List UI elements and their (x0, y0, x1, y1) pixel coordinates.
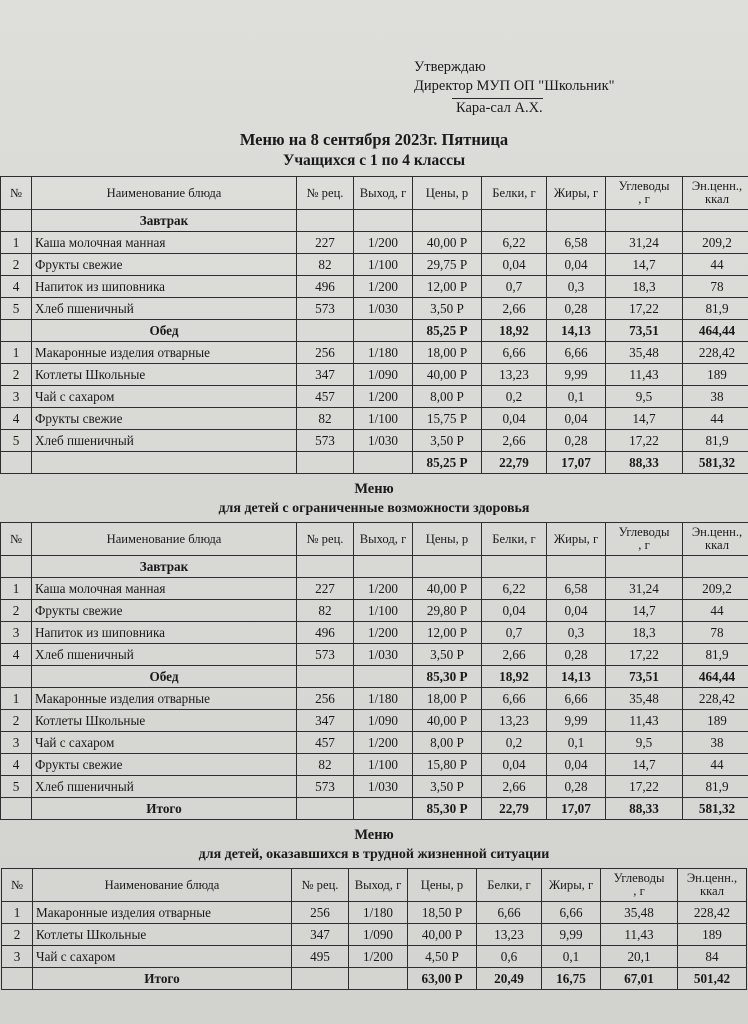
table-row: 3 Чай с сахаром 457 1/200 8,00 Р 0,2 0,1 9,5 38 (1, 386, 748, 408)
table-row: 3 Чай с сахаром 495 1/200 4,50 Р 0,6 0,1 20,1 84 (2, 946, 747, 968)
col-kcal: Эн.ценн., ккал (683, 177, 748, 210)
table-row: 2 Котлеты Школьные 347 1/090 40,00 Р 13,23 9,99 11,43 189 (2, 924, 747, 946)
col-price: Цены, р (413, 177, 482, 210)
col-output: Выход, г (354, 523, 413, 556)
col-recipe: № рец. (292, 869, 349, 902)
col-fat: Жиры, г (542, 869, 601, 902)
col-price: Цены, р (413, 523, 482, 556)
table-row: 2 Фрукты свежие 82 1/100 29,80 Р 0,04 0,04 14,7 44 (1, 600, 748, 622)
table-row: 4 Фрукты свежие 82 1/100 15,75 Р 0,04 0,04 14,7 44 (1, 408, 748, 430)
section-label: Обед (32, 320, 297, 342)
approval-block (0, 0, 748, 118)
section-title-ovz: Меню (354, 481, 394, 497)
section-subtitle-ovz: для детей с ограниченные возможности здоровья (218, 501, 530, 516)
col-carb: Углеводы , г (601, 869, 678, 902)
col-protein: Белки, г (482, 177, 547, 210)
section-row-lunch: Обед 85,25 Р 18,92 14,13 73,51 464,44 (1, 320, 748, 342)
table-row: 3 Напиток из шиповника 496 1/200 12,00 Р 0,7 0,3 18,3 78 (1, 622, 748, 644)
section-row-lunch: Обед 85,30 Р 18,92 14,13 73,51 464,44 (1, 666, 748, 688)
col-name: Наименование блюда (32, 177, 297, 210)
col-num: № (1, 177, 32, 210)
col-kcal: Эн.ценн., ккал (678, 869, 747, 902)
table-header-row (1, 177, 748, 210)
approval-word: Утверждаю (414, 59, 486, 75)
section-subtitle-tzhs: для детей, оказавшихся в трудной жизненной ситуации (198, 847, 550, 862)
section-label: Завтрак (32, 210, 297, 232)
menu-table-tzhs (1, 868, 747, 990)
col-price: Цены, р (408, 869, 477, 902)
col-name: Наименование блюда (32, 523, 297, 556)
table-row: 2 Котлеты Школьные 347 1/090 40,00 Р 13,23 9,99 11,43 189 (1, 364, 748, 386)
signature-line: Кара-сал А.Х. (452, 98, 543, 118)
col-carb: Углеводы , г (606, 523, 683, 556)
page-title: Меню на 8 сентября 2023г. Пятница (239, 130, 509, 149)
table-row: 4 Хлеб пшеничный 573 1/030 3,50 Р 2,66 0,28 17,22 81,9 (1, 644, 748, 666)
section-row-breakfast (1, 556, 748, 578)
table-row: 5 Хлеб пшеничный 573 1/030 3,50 Р 2,66 0,28 17,22 81,9 (1, 298, 748, 320)
table-row: 1 Макаронные изделия отварные 256 1/180 18,00 Р 6,66 6,66 35,48 228,42 (1, 342, 748, 364)
col-num: № (2, 869, 33, 902)
table-row: 5 Хлеб пшеничный 573 1/030 3,50 Р 2,66 0,28 17,22 81,9 (1, 776, 748, 798)
table-row: 4 Напиток из шиповника 496 1/200 12,00 Р 0,7 0,3 18,3 78 (1, 276, 748, 298)
col-protein: Белки, г (477, 869, 542, 902)
col-fat: Жиры, г (547, 177, 606, 210)
section-title-tzhs: Меню (354, 827, 394, 843)
total-row: Итого 85,30 Р 22,79 17,07 88,33 581,32 (1, 798, 748, 820)
table-header-row (1, 523, 748, 556)
table-header-row (2, 869, 747, 902)
section-label: Завтрак (32, 556, 297, 578)
col-recipe: № рец. (297, 523, 354, 556)
page-subtitle: Учащихся с 1 по 4 классы (282, 152, 466, 169)
table-row: 1 Каша молочная манная 227 1/200 40,00 Р 6,22 6,58 31,24 209,2 (1, 232, 748, 254)
table-row: 1 Макаронные изделия отварные 256 1/180 18,00 Р 6,66 6,66 35,48 228,42 (1, 688, 748, 710)
director-line: Директор МУП ОП "Школьник" (414, 78, 615, 94)
menu-table-primary (0, 176, 748, 474)
table-row: 4 Фрукты свежие 82 1/100 15,80 Р 0,04 0,04 14,7 44 (1, 754, 748, 776)
table-row: 2 Котлеты Школьные 347 1/090 40,00 Р 13,23 9,99 11,43 189 (1, 710, 748, 732)
col-num: № (1, 523, 32, 556)
table-row: 2 Фрукты свежие 82 1/100 29,75 Р 0,04 0,04 14,7 44 (1, 254, 748, 276)
col-output: Выход, г (354, 177, 413, 210)
table-row: 5 Хлеб пшеничный 573 1/030 3,50 Р 2,66 0,28 17,22 81,9 (1, 430, 748, 452)
section-label: Обед (32, 666, 297, 688)
col-fat: Жиры, г (547, 523, 606, 556)
col-output: Выход, г (349, 869, 408, 902)
section-row-breakfast (1, 210, 748, 232)
col-protein: Белки, г (482, 523, 547, 556)
table-row: 3 Чай с сахаром 457 1/200 8,00 Р 0,2 0,1 9,5 38 (1, 732, 748, 754)
col-kcal: Эн.ценн., ккал (683, 523, 748, 556)
col-carb: Углеводы , г (606, 177, 683, 210)
col-name: Наименование блюда (33, 869, 292, 902)
col-recipe: № рец. (297, 177, 354, 210)
table-row: 1 Макаронные изделия отварные 256 1/180 18,50 Р 6,66 6,66 35,48 228,42 (2, 902, 747, 924)
table-row: 1 Каша молочная манная 227 1/200 40,00 Р 6,22 6,58 31,24 209,2 (1, 578, 748, 600)
total-row: Итого 63,00 Р 20,49 16,75 67,01 501,42 (2, 968, 747, 990)
total-row: 85,25 Р 22,79 17,07 88,33 581,32 (1, 452, 748, 474)
menu-table-ovz (0, 522, 748, 820)
